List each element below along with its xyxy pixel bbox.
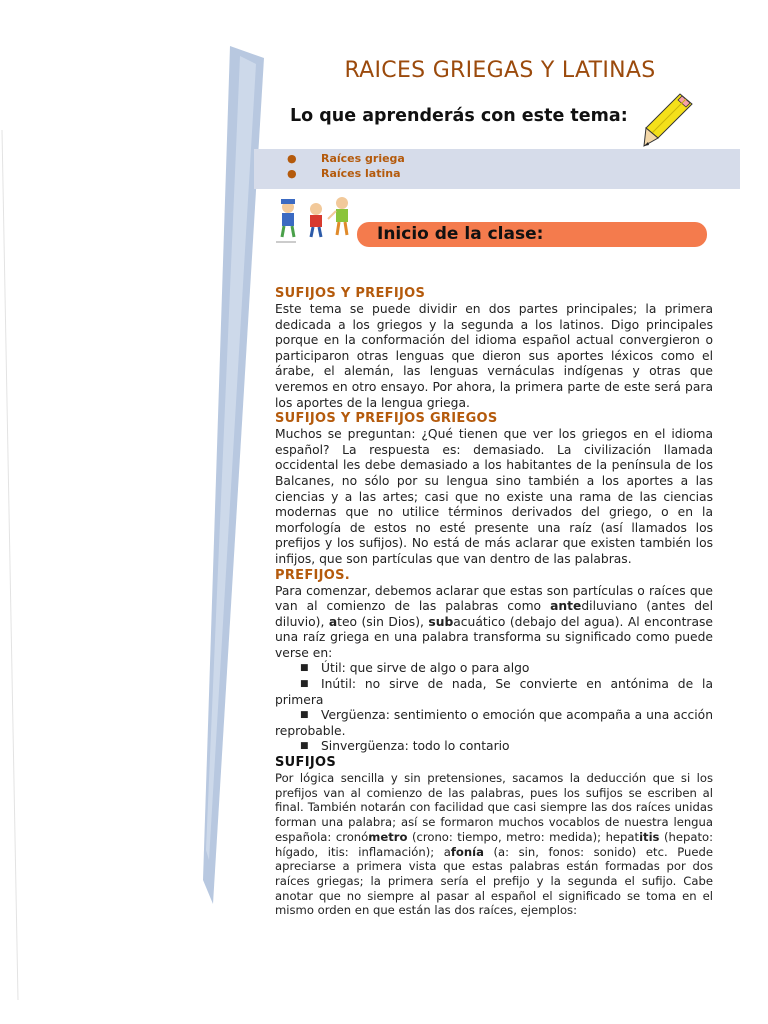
class-start-banner <box>357 222 707 247</box>
section-heading: SUFIJOS Y PREFIJOS <box>275 286 426 301</box>
objective-item: ● Raíces griega <box>287 152 405 165</box>
list-item: ■ Útil: que sirve de algo o para algo <box>300 661 530 676</box>
example-list <box>275 661 713 755</box>
children-illustration <box>274 195 360 245</box>
pencil-icon <box>640 92 696 150</box>
paragraph: Por lógica sencilla y sin pretensiones, sacamos la deducción que si los prefijos van al comienzo de las palabras, pues los sufijos se escriben al final. También notarán con facilidad que casi siempre las dos raíces unidas forman una palabra; así se formaron muchos vocablos de nuestra lengua española: cronómetro (crono: tiempo, metro: medida); hepatitis (hepato: hígado, itis: inflamación); afonía (a: sin, fonos: sonido) etc. Puede apreciarse a primera vista que estas palabras están formadas por dos raíces griegas; la primera sería el prefijo y la segunda el sufijo. Cabe anotar que no siempre al pasar al español el significado se toma en el mismo orden en que están las dos raíces, ejemplos: <box>275 771 713 918</box>
decorative-sidebar <box>0 0 270 1024</box>
article-body <box>275 286 713 918</box>
list-item: ■ Vergüenza: sentimiento o emoción que acompaña a una acción reprobable. <box>275 708 713 738</box>
page-title: RAICES GRIEGAS Y LATINAS <box>344 58 656 83</box>
banner-label: Inicio de la clase: <box>377 224 544 244</box>
paragraph: Muchos se preguntan: ¿Qué tienen que ver los griegos en el idioma español? La respuesta es: demasiado. La civilización llamada occidental les debe demasiado a los habitantes de la península de los Balcanes, no sólo por su lengua sino también a los aportes a las ciencias y a las artes; casi que no existe una rama de las ciencias modernas que no utilice términos derivados del griego, o en la morfología de estos no esté presente una raíz (así llamados los prefijos y los sufijos). No está de más aclarar que existen también los infijos, que son partículas que van dentro de las palabras. <box>275 427 713 566</box>
paragraph: Para comenzar, debemos aclarar que estas son partículas o raíces que van al comienzo de las palabras como antediluviano (antes del diluvio), ateo (sin Dios), subacuático (debajo del agua). Al encontrase una raíz griega en una palabra transforma su significado como puede verse en: <box>275 583 713 660</box>
section-heading: SUFIJOS Y PREFIJOS GRIEGOS <box>275 411 498 427</box>
objective-item: ● Raíces latina <box>287 167 401 180</box>
paragraph: Este tema se puede dividir en dos partes principales; la primera dedicada a los griegos y la segunda a los latinos. Digo principales porque en la conformación del idioma español actual convergieron o participaron otras lenguas que dieron sus aportes léxicos como el árabe, el alemán, las lenguas vernáculas indígenas y otras que veremos en otro ensayo. Por ahora, la primera parte de este será para los aportes de la lengua griega. <box>275 302 713 410</box>
objectives-list <box>254 149 740 189</box>
section-subtitle: Lo que aprenderás con este tema: <box>290 106 628 126</box>
list-item: ■ Sinvergüenza: todo lo contario <box>300 739 510 754</box>
section-heading: SUFIJOS <box>275 755 336 771</box>
section-heading: PREFIJOS. <box>275 567 351 583</box>
list-item: ■ Inútil: no sirve de nada, Se convierte en antónima de la primera <box>275 677 713 707</box>
